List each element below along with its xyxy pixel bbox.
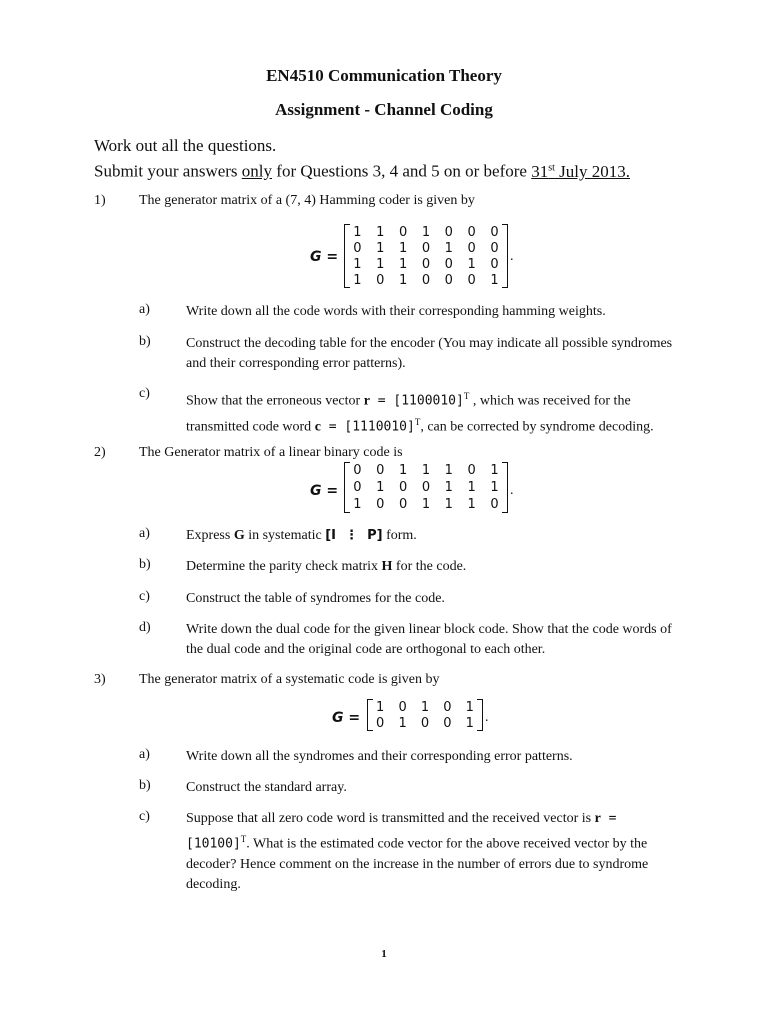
- intro-date: [531, 162, 630, 181]
- q2-matrix-cell: 0: [353, 463, 362, 478]
- q1-number: 1): [94, 193, 106, 208]
- q1-matrix-cell: 1: [398, 272, 408, 288]
- q2-matrix-cell: 0: [398, 480, 408, 495]
- q1-c-line-1: Show that the erroneous vector $r = [1100010]^T$ , which was received for the: [186, 391, 631, 409]
- q2-d-line-2: the dual code and the original code are orthogonal to each other.: [186, 642, 546, 657]
- document-title: EN4510 Communication Theory: [266, 66, 502, 85]
- q3-b-label: b): [139, 778, 151, 793]
- q3-matrix-table: [369, 699, 481, 731]
- q2-matrix-cell: 1: [398, 463, 408, 478]
- q3-a-text: Write down all the syndromes and their corresponding error patterns.: [186, 749, 573, 764]
- q1-matrix-row: [346, 224, 506, 240]
- q1-b-line-2: and their corresponding error patterns).: [186, 356, 406, 371]
- q1-matrix-cell: 1: [490, 272, 499, 288]
- q1-matrix-cell: 0: [467, 224, 476, 240]
- q2-matrix-cell: 1: [421, 463, 431, 478]
- intro-day-suffix: st: [548, 162, 555, 173]
- q1-matrix-cell: 0: [444, 256, 453, 272]
- q1-matrix-cell: 0: [398, 224, 408, 240]
- q2-d-text: [186, 620, 731, 660]
- q1-matrix-cell: 0: [490, 256, 499, 272]
- q2-b-label: b): [139, 557, 151, 572]
- intro-deadline-text: for Questions 3, 4 and 5 on or before: [272, 161, 532, 181]
- q1-matrix-cell: 1: [376, 240, 385, 256]
- q3-c-line-4: decoding.: [186, 876, 241, 892]
- q1-matrix-cell: 0: [421, 272, 431, 288]
- q2-number: 2): [94, 445, 106, 460]
- q1-matrix-period: .: [510, 249, 514, 264]
- q1-matrix-cell: 0: [444, 272, 453, 288]
- q2-b-text: Determine the parity check matrix H for the code.: [186, 559, 467, 574]
- q2-a-text: Express G in systematic [I ⋮ P] form.: [186, 528, 417, 543]
- q1-c-label: c): [139, 386, 150, 401]
- q3-a-label: a): [139, 747, 150, 762]
- q3-c-line-3: decoder? Hence comment on the increase in the number of errors due to syndrome: [186, 856, 649, 872]
- q1-c-line-2: transmitted code word $c = [1110010]^T$, can be corrected by syndrome decoding.: [186, 416, 654, 435]
- q2-matrix-cell: 1: [444, 497, 453, 512]
- q1-b-line-1: Construct the decoding table for the encoder (You may indicate all possible syndromes: [186, 336, 673, 351]
- q1-b-label: b): [139, 334, 151, 349]
- q2-matrix-period: .: [510, 483, 514, 498]
- q3-c-line-1: Suppose that all zero code word is transmitted and the received vector is r =: [186, 811, 617, 826]
- q2-matrix-cell: 0: [490, 497, 499, 512]
- q3-matrix-cell: 1: [376, 699, 385, 715]
- q2-matrix-cell: 1: [467, 480, 476, 495]
- q1-matrix-cell: 0: [490, 240, 499, 256]
- q2-c-label: c): [139, 589, 150, 604]
- q3-matrix-cell: 1: [465, 699, 474, 715]
- q2-matrix-cell: 0: [467, 463, 476, 478]
- q1-matrix-row: [346, 256, 506, 272]
- q3-matrix-cell: 1: [398, 715, 407, 731]
- q2-d-label: d): [139, 620, 151, 635]
- q1-matrix-cell: 1: [376, 224, 385, 240]
- q1-matrix-row: [346, 240, 506, 256]
- q1-b-text: [186, 334, 731, 374]
- q1-matrix-label: G =: [310, 249, 339, 265]
- intro-month: July 2013.: [554, 161, 630, 181]
- q3-matrix-row: [369, 715, 481, 731]
- q2-matrix-cell: 1: [490, 463, 499, 478]
- q3-text: The generator matrix of a systematic code is given by: [139, 672, 440, 687]
- q1-matrix-cell: 1: [353, 224, 362, 240]
- q1-matrix-cell: 0: [376, 272, 385, 288]
- intro-only: only: [241, 161, 273, 181]
- q2-matrix-row: [346, 479, 506, 496]
- q1-matrix-cell: 1: [467, 256, 476, 272]
- q1-matrix-table: [346, 224, 506, 288]
- intro-line-1: Work out all the questions.: [94, 136, 277, 155]
- q3-c-text: [186, 809, 731, 895]
- q1-matrix-cell: 1: [353, 256, 362, 272]
- q2-matrix-cell: 0: [376, 497, 385, 512]
- q1-matrix-cell: 1: [376, 256, 385, 272]
- q3-c-line-2: $[10100]^T$. What is the estimated code vector for the above received vector by the: [186, 834, 648, 852]
- q1-generator-matrix: [346, 224, 506, 288]
- q3-number: 3): [94, 672, 106, 687]
- page-number: 1: [381, 948, 387, 960]
- q1-matrix-cell: 0: [421, 256, 431, 272]
- q3-matrix-cell: 0: [443, 715, 452, 731]
- intro-line-2: [94, 157, 630, 183]
- q3-matrix-cell: 0: [398, 699, 407, 715]
- q2-matrix-cell: 0: [353, 480, 362, 495]
- q3-c-label: c): [139, 809, 150, 824]
- q2-matrix-cell: 1: [444, 463, 453, 478]
- q3-matrix-cell: 0: [376, 715, 385, 731]
- q1-matrix-cell: 0: [353, 240, 362, 256]
- q1-matrix-cell: 0: [467, 272, 476, 288]
- q2-d-line-1: Write down the dual code for the given linear block code. Show that the code words of: [186, 622, 672, 637]
- q2-matrix-cell: 0: [421, 480, 431, 495]
- q1-a-label: a): [139, 302, 150, 317]
- q3-matrix-period: .: [485, 710, 489, 725]
- intro-day: 31: [531, 161, 549, 181]
- q3-matrix-cell: 0: [443, 699, 452, 715]
- q2-generator-matrix: [346, 462, 506, 513]
- q3-matrix-cell: 1: [465, 715, 474, 731]
- q1-text: The generator matrix of a (7, 4) Hamming coder is given by: [139, 193, 475, 208]
- q2-matrix-cell: 1: [421, 497, 431, 512]
- q2-matrix-cell: 1: [467, 497, 476, 512]
- q1-matrix-cell: 0: [490, 224, 499, 240]
- q1-matrix-cell: 1: [444, 240, 453, 256]
- q1-matrix-cell: 0: [444, 224, 453, 240]
- q2-matrix-label: G =: [310, 483, 339, 499]
- intro-submit-text: Submit your answers: [94, 161, 242, 181]
- q1-matrix-cell: 0: [421, 240, 431, 256]
- q1-c-text: [186, 386, 731, 437]
- q3-matrix-cell: 1: [420, 699, 430, 715]
- q3-generator-matrix: [369, 699, 481, 731]
- q1-matrix-cell: 0: [467, 240, 476, 256]
- q1-matrix-cell: 1: [398, 240, 408, 256]
- document-subtitle: Assignment - Channel Coding: [275, 100, 493, 119]
- q2-matrix-table: [346, 462, 506, 513]
- q2-matrix-cell: 1: [490, 480, 499, 495]
- q2-matrix-cell: 1: [444, 480, 453, 495]
- q2-matrix-row: [346, 496, 506, 513]
- q2-matrix-cell: 1: [376, 480, 385, 495]
- q3-matrix-label: G =: [332, 710, 361, 726]
- q2-text: The Generator matrix of a linear binary code is: [139, 445, 403, 460]
- q2-matrix-row: [346, 462, 506, 479]
- q1-a-text: Write down all the code words with their corresponding hamming weights.: [186, 304, 606, 319]
- q3-matrix-row: [369, 699, 481, 715]
- q2-matrix-cell: 0: [398, 497, 408, 512]
- q1-matrix-cell: 1: [353, 272, 362, 288]
- q2-matrix-cell: 0: [376, 463, 385, 478]
- q1-matrix-cell: 1: [421, 224, 431, 240]
- q2-matrix-cell: 1: [353, 497, 362, 512]
- q3-b-text: Construct the standard array.: [186, 780, 347, 795]
- q1-matrix-cell: 1: [398, 256, 408, 272]
- q2-c-text: Construct the table of syndromes for the code.: [186, 591, 445, 606]
- q1-matrix-row: [346, 272, 506, 288]
- q2-a-label: a): [139, 526, 150, 541]
- q3-matrix-cell: 0: [420, 715, 430, 731]
